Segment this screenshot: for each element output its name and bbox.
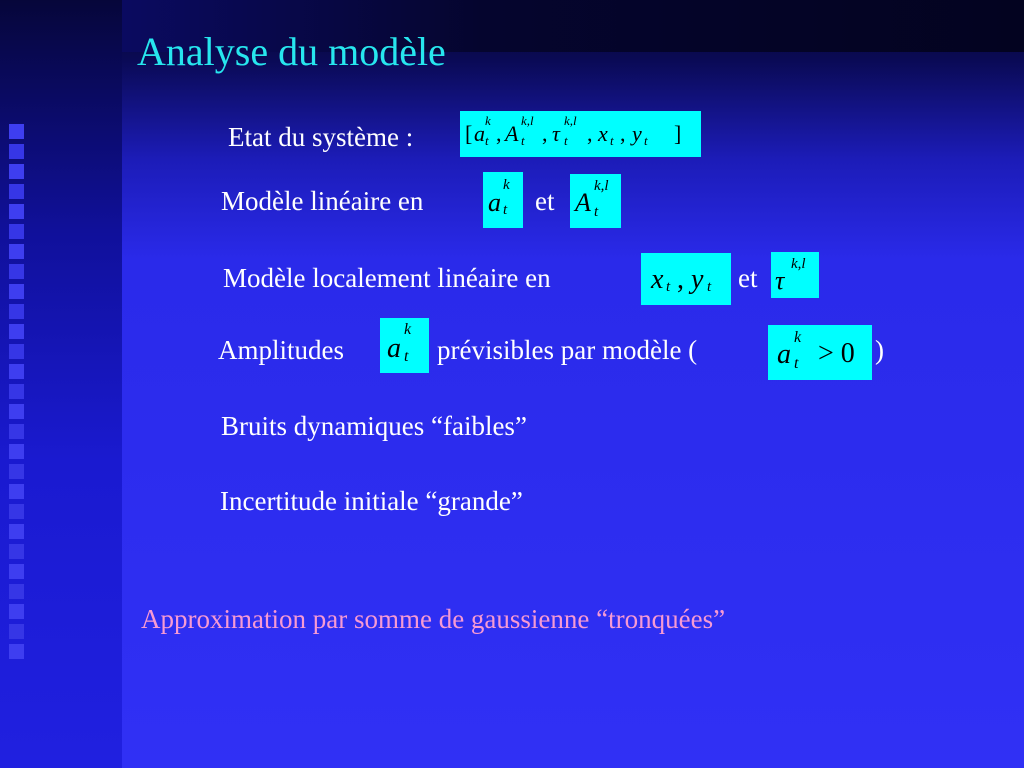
linear-a-box xyxy=(483,172,523,228)
a-sup: k xyxy=(404,321,412,338)
sidebar-square xyxy=(9,204,24,219)
local-xy-box xyxy=(641,253,731,305)
sidebar-square xyxy=(9,304,24,319)
tau-var: τ xyxy=(775,266,785,295)
sidebar-square xyxy=(9,484,24,499)
sidebar-square xyxy=(9,324,24,339)
page-title: Analyse du modèle xyxy=(137,29,446,74)
sidebar-square xyxy=(9,644,24,659)
sidebar-square xyxy=(9,464,24,479)
x-sub: t xyxy=(666,279,671,295)
amp-end-label: ) xyxy=(875,335,884,365)
state-A-sup: k,l xyxy=(521,113,534,128)
uncertainty-label: Incertitude initiale “grande” xyxy=(220,486,523,516)
amp-positive-box xyxy=(768,325,872,380)
sidebar-square xyxy=(9,364,24,379)
a-sub: t xyxy=(503,202,508,218)
sidebar-square xyxy=(9,404,24,419)
comma: , xyxy=(620,121,626,146)
a-sup: k xyxy=(794,329,802,346)
A-var: A xyxy=(575,188,591,217)
a-var: a xyxy=(777,339,791,370)
sidebar-square xyxy=(9,504,24,519)
sidebar-square xyxy=(9,244,24,259)
a-var: a xyxy=(488,188,501,217)
sidebar-square xyxy=(9,284,24,299)
x-var: x xyxy=(651,264,664,295)
comma: , xyxy=(496,121,502,146)
local-label: Modèle localement linéaire en xyxy=(223,263,551,293)
sidebar-square xyxy=(9,604,24,619)
sidebar-square xyxy=(9,224,24,239)
state-tau-sup: k,l xyxy=(564,113,577,128)
state-tau-var: τ xyxy=(552,121,560,146)
state-y-var: y xyxy=(632,121,642,146)
sidebar-square xyxy=(9,564,24,579)
sidebar-square xyxy=(9,184,24,199)
state-formula-box xyxy=(460,111,701,157)
amp-mid-label: prévisibles par modèle ( xyxy=(437,335,698,365)
A-sub: t xyxy=(594,204,599,220)
sidebar-square xyxy=(9,544,24,559)
bracket-close: ] xyxy=(674,121,682,146)
local-and-label: et xyxy=(738,263,758,293)
gt-zero: > 0 xyxy=(818,338,855,369)
a-sup: k xyxy=(503,177,510,193)
amp-label: Amplitudes xyxy=(218,335,344,365)
sidebar-square xyxy=(9,124,24,139)
amp-a-box xyxy=(380,318,429,373)
sidebar-square xyxy=(9,344,24,359)
state-tau-sub: t xyxy=(564,133,568,148)
y-sub: t xyxy=(707,279,712,295)
A-sup: k,l xyxy=(594,178,609,194)
tau-sup: k,l xyxy=(791,256,806,272)
state-x-var: x xyxy=(598,121,608,146)
linear-and-label: et xyxy=(535,186,555,216)
sidebar-square xyxy=(9,264,24,279)
sidebar-square xyxy=(9,424,24,439)
sidebar-square xyxy=(9,584,24,599)
state-A-var: A xyxy=(505,121,519,146)
sidebar-square xyxy=(9,444,24,459)
state-a-sup: k xyxy=(485,113,491,128)
state-x-sub: t xyxy=(610,133,614,148)
comma: , xyxy=(587,121,593,146)
sidebar-square xyxy=(9,384,24,399)
state-A-sub: t xyxy=(521,133,525,148)
linear-A-box xyxy=(570,174,621,228)
state-a-sub: t xyxy=(485,133,489,148)
a-var: a xyxy=(387,333,401,364)
sidebar-square xyxy=(9,164,24,179)
y-var: y xyxy=(691,264,704,295)
state-a-var: a xyxy=(474,121,485,146)
comma: , xyxy=(677,264,684,295)
a-sub: t xyxy=(794,355,799,372)
conclusion-text: Approximation par somme de gaussienne “tronquées” xyxy=(141,604,726,634)
a-sub: t xyxy=(404,348,409,365)
bracket-open: [ xyxy=(465,121,473,146)
comma: , xyxy=(542,121,548,146)
state-y-sub: t xyxy=(644,133,648,148)
local-tau-box xyxy=(771,252,819,298)
sidebar-square xyxy=(9,524,24,539)
state-label: Etat du système : xyxy=(228,122,414,152)
sidebar-square xyxy=(9,624,24,639)
sidebar-square xyxy=(9,144,24,159)
linear-label: Modèle linéaire en xyxy=(221,186,424,216)
noise-label: Bruits dynamiques “faibles” xyxy=(221,411,527,441)
